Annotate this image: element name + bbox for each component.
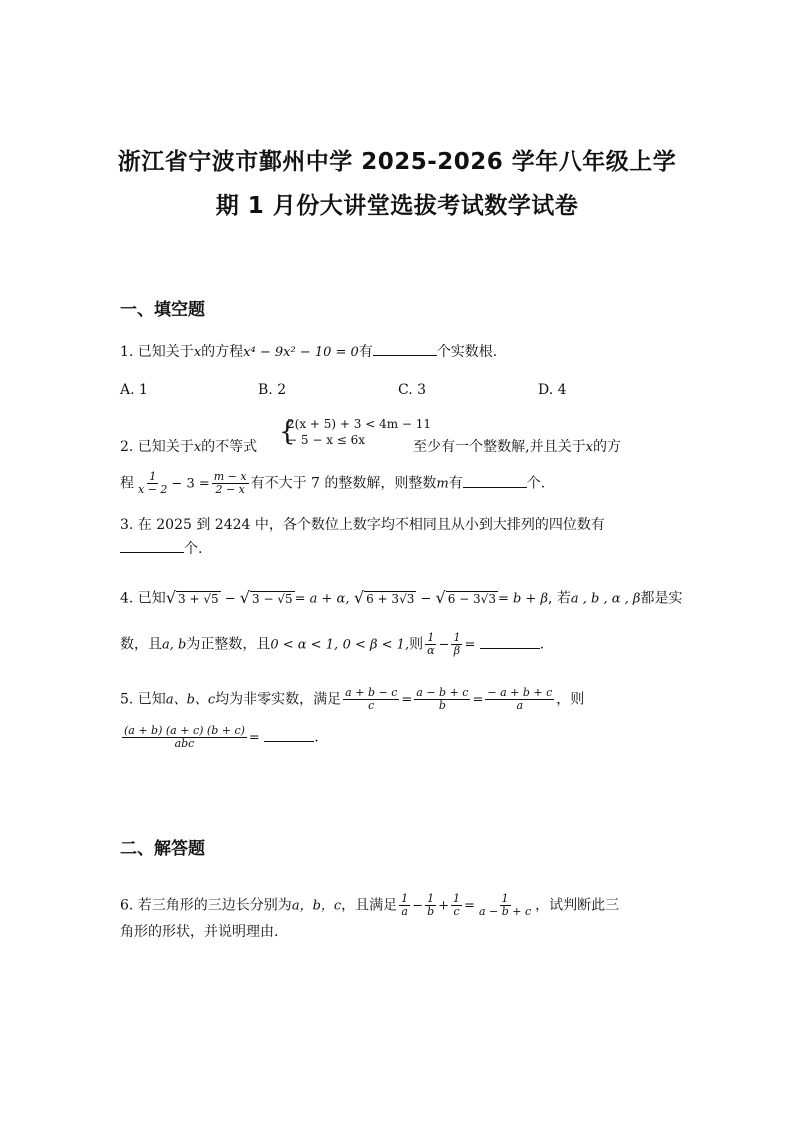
question-6-line-2: 角形的形状，并说明理由.	[120, 924, 279, 940]
q5-big-fraction	[122, 725, 247, 750]
q1-answer-blank[interactable]	[373, 341, 437, 356]
q1-prefix: 1. 已知关于	[120, 344, 194, 360]
q6-tail: ，试判断此三	[535, 897, 620, 914]
q4-prefix: 4. 已知	[120, 590, 166, 607]
q4-sqrt2-radicand: 3 − √5	[252, 592, 293, 606]
q5-f3-num: − a + b + c	[487, 686, 553, 699]
q2-answer-blank[interactable]	[463, 473, 527, 488]
q2-frac2-den: 2 − x	[215, 483, 245, 496]
q6-eq: =	[464, 898, 475, 914]
q5-eq: =	[248, 730, 260, 746]
q2-frac1-num: 1	[149, 470, 157, 483]
q5-f1-num: a + b − c	[345, 686, 398, 699]
q4-sqrt3-radicand: 6 + 3√3	[366, 592, 415, 606]
q4-sqrt-3: √ 6 + 3√3	[353, 588, 415, 607]
q4-tail: 都是实	[640, 590, 683, 607]
question-2-line-2	[120, 471, 680, 496]
q6-op2: +	[438, 898, 450, 914]
q6-f1-num: 1	[401, 892, 409, 905]
q4-f1-num: 1	[427, 631, 435, 644]
q5-answer-blank[interactable]	[264, 727, 314, 742]
q4-eq2: = b + β	[497, 591, 548, 607]
q2-fraction-2	[212, 471, 249, 496]
q2-brace: {	[279, 417, 296, 447]
section-fill-in-heading: 一、填空题	[120, 300, 205, 320]
q5-prefix: 5. 已知	[120, 691, 166, 708]
q4-eq1: = a + α,	[294, 591, 350, 607]
q6-mid: ，且满足	[341, 897, 398, 914]
q4-answer-blank[interactable]	[480, 634, 540, 649]
question-5-line-1	[120, 687, 680, 712]
question-6-line-1	[120, 893, 680, 918]
q4-vars: a , b , α , β	[570, 591, 641, 607]
q4-ineq2: 0 < β < 1,	[342, 637, 410, 653]
q6-f2-den: b	[427, 905, 435, 918]
q4-sqrt-2: √ 3 − √5	[239, 588, 293, 607]
q6-op1: −	[412, 898, 424, 914]
q2-var: x	[193, 440, 202, 455]
q5-mid: 均为非零实数，满足	[215, 691, 342, 708]
q1-suffix: 个实数根.	[436, 344, 498, 360]
q6-f4-num: 1	[501, 892, 509, 905]
question-5-line-2	[120, 725, 680, 750]
q1-var: x	[193, 345, 202, 360]
choice-b[interactable]: B. 2	[258, 382, 287, 398]
q2-fraction-1	[136, 471, 169, 496]
q5-end: .	[314, 729, 319, 746]
q2-line2-start: 程	[120, 475, 134, 492]
q5-fraction-1	[343, 687, 399, 712]
q4-f2-num: 1	[453, 631, 461, 644]
q4-f2-den: β	[453, 644, 461, 657]
q5-f3-den: a	[516, 699, 524, 712]
q6-prefix: 6. 若三角形的三边长分别为	[120, 897, 292, 914]
q2-line2-end: 个.	[526, 475, 546, 492]
question-1	[120, 341, 680, 363]
q2-line2-mid: 有不大于 7 的整数解，则整数	[250, 475, 437, 492]
question-3-line-1: 3. 在 2025 到 2424 中，各个数位上数字均不相同且从小到大排列的四位数有	[120, 517, 605, 533]
q5-fraction-3	[485, 687, 554, 712]
q2-mid: 的不等式	[201, 439, 258, 455]
q6-f2-num: 1	[427, 892, 435, 905]
q4-ineq1: 0 < α < 1,	[270, 637, 339, 653]
q5-f2-den: b	[438, 699, 446, 712]
q4-then: 则	[409, 636, 424, 653]
q4-end: .	[539, 636, 545, 653]
title-line-1: 浙江省宁波市鄞州中学 2025-2026 学年八年级上学	[117, 149, 677, 175]
q2-minus3: − 3 =	[171, 476, 210, 492]
q4-sqrt-4: √ 6 − 3√3	[435, 588, 496, 607]
q4-sqrt4-radicand: 6 − 3√3	[447, 592, 496, 606]
q6-f1-den: a	[401, 905, 408, 918]
q4-sqrt1-radicand: 3 + √5	[178, 592, 219, 606]
q1-after: 有	[358, 344, 373, 360]
q2-frac2-num: m − x	[213, 470, 247, 483]
q4-fraction-beta	[451, 632, 462, 657]
q5-f1-den: c	[368, 699, 375, 712]
q5-eqa: =	[401, 692, 413, 708]
q1-mid: 的方程	[201, 344, 244, 360]
title-line-2: 期 1 月份大讲堂选拔考试数学试卷	[215, 193, 579, 219]
q4-after: , 若	[547, 590, 571, 607]
q6-f4-den: a − b + c	[478, 905, 532, 918]
q5-fraction-2	[414, 687, 470, 712]
q2-var-m: m	[436, 476, 449, 492]
question-2-line-1	[120, 437, 680, 458]
q5-big-den: abc	[174, 737, 195, 750]
q6-fraction-sum	[477, 893, 533, 918]
q5-eqb: =	[472, 692, 484, 708]
q6-fraction-a	[399, 893, 410, 918]
q5-then: ，则	[556, 691, 585, 708]
q3-answer-blank[interactable]	[120, 538, 184, 553]
q4-eq: =	[464, 637, 476, 653]
q1-equation: x⁴ − 9x² − 10 = 0	[243, 345, 359, 360]
q6-fraction-b	[425, 893, 436, 918]
q2-system-row-1: 2(x + 5) + 3 < 4m − 11	[287, 417, 432, 431]
q4-minus: −	[438, 637, 450, 653]
q2-after: 至少有一个整数解,并且关于	[413, 439, 586, 455]
q5-vars: a、b、c	[165, 692, 216, 708]
q2-line2-after: 有	[448, 475, 463, 492]
section-solution-heading: 二、解答题	[120, 839, 205, 859]
q6-f3-num: 1	[453, 892, 461, 905]
question-3-line-2	[120, 538, 680, 559]
q2-tail: 的方	[592, 439, 621, 455]
q2-frac1-den: x − 2	[138, 483, 168, 496]
q4-f1-den: α	[427, 644, 435, 657]
choice-d[interactable]: D. 4	[538, 382, 567, 398]
q2-var2: x	[585, 440, 593, 455]
q5-big-num: (a + b) (a + c) (b + c)	[124, 724, 245, 737]
q5-f2-num: a − b + c	[416, 686, 469, 699]
question-4-line-1: 4. 已知√ 3 + √5 − √ 3 − √5 = a + α, √ 6 + 3√3 − √ 6 − 3√3 = b + β, 若a , b , α , β都是实	[120, 588, 683, 607]
q3-line2-end: 个.	[184, 541, 203, 557]
question-4-line-2	[120, 632, 680, 657]
q2-prefix: 2. 已知关于	[120, 439, 194, 455]
q4-line2-mid: 为正整数，且	[186, 636, 271, 653]
q6-fraction-c	[451, 893, 462, 918]
q4-sqrt-1: √ 3 + √5	[165, 588, 219, 607]
choice-a[interactable]: A. 1	[120, 382, 148, 398]
q6-f3-den: c	[453, 905, 460, 918]
q4-fraction-alpha	[425, 632, 436, 657]
choice-c[interactable]: C. 3	[398, 382, 427, 398]
q2-system-row-2: − 5 − x ≤ 6x	[287, 433, 366, 447]
q6-vars: a，b，c	[291, 898, 342, 914]
q4-line2-start: 数，且	[120, 636, 162, 653]
q4-ab: a, b	[162, 637, 187, 653]
